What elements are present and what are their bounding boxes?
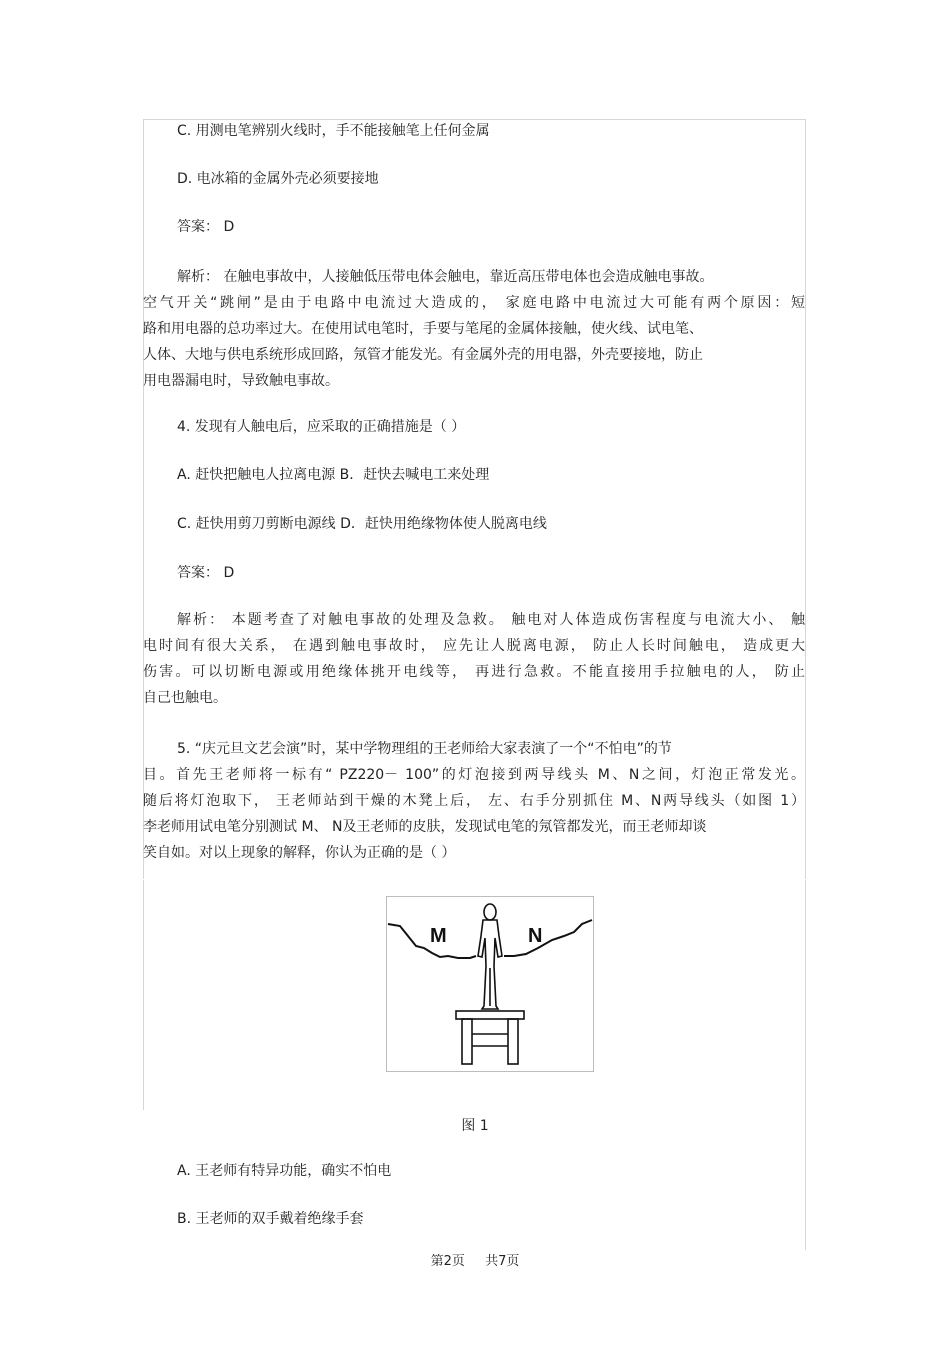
q4-analysis-line: 解析： 本题考查了对触电事故的处理及急救。 触电对人体造成伤害程度与电流大小、 触: [177, 612, 805, 628]
stool: [456, 1011, 524, 1064]
wire-n: [504, 920, 592, 956]
q3-option-c: C. 用测电笔辨别火线时，手不能接触笔上任何金属: [177, 123, 490, 139]
q5-option-a: A. 王老师有特异功能，确实不怕电: [177, 1163, 392, 1179]
q4-analysis-line: 电时间有很大关系， 在遇到触电事故时， 应先让人脱离电源， 防止人长时间触电， 造成更大: [143, 638, 805, 654]
page-total: 共7页: [485, 1254, 520, 1269]
q4-analysis-line: 自己也触电。: [143, 690, 227, 706]
figure-caption: 图 1: [461, 1118, 489, 1134]
q5-stem-line: 5. “庆元旦文艺会演”时，某中学物理组的王老师给大家表演了一个“不怕电”的节: [177, 741, 672, 757]
q3-analysis-line: 解析： 在触电事故中，人接触低压带电体会触电，靠近高压带电体也会造成触电事故。: [177, 269, 714, 285]
q3-analysis-line: 空气开关“跳闸”是由于电路中电流过大造成的， 家庭电路中电流过大可能有两个原因：短: [143, 295, 805, 311]
q5-stem-line: 李老师用试电笔分别测试 M、 N及王老师的皮肤，发现试电笔的氖管都发光，而王老师却谈: [143, 819, 707, 835]
frame-top-line: [143, 119, 806, 120]
q4-options-ab: A. 赶快把触电人拉离电源 B．赶快去喊电工来处理: [177, 467, 490, 483]
frame-right-line-lower: [805, 880, 806, 1250]
q4-options-cd: C. 赶快用剪刀剪断电源线 D．赶快用绝缘物体使人脱离电线: [177, 516, 547, 532]
q5-stem-line: 笑自如。对以上现象的解释，你认为正确的是（ ）: [143, 845, 456, 861]
frame-right-line-upper: [805, 119, 806, 879]
q5-option-b: B. 王老师的双手戴着绝缘手套: [177, 1211, 364, 1227]
figure-label-m: M: [430, 925, 447, 947]
q3-option-d: D. 电冰箱的金属外壳必须要接地: [177, 171, 379, 187]
q4-analysis: [143, 607, 805, 711]
page-number: 第2页: [430, 1254, 465, 1269]
frame-left-line-lower: [143, 880, 144, 1110]
q3-analysis: [143, 264, 805, 394]
q3-answer: 答案： D: [177, 219, 235, 235]
q4-answer: 答案： D: [177, 565, 235, 581]
q5-stem-line: 目。首先王老师将一标有“ PZ220－ 100”的灯泡接到两导线头 M、N之间，灯泡正常发光。: [143, 767, 805, 783]
q3-analysis-line: 路和用电器的总功率过大。在使用试电笔时，手要与笔尾的金属体接触，使火线、试电笔、: [143, 321, 703, 337]
q3-analysis-line: 用电器漏电时，导致触电事故。: [143, 373, 339, 389]
q5-stem: [143, 736, 805, 866]
person-figure: [478, 904, 502, 1009]
figure-person-on-stool: [386, 896, 594, 1072]
page-footer: [0, 1250, 950, 1269]
q5-stem-line: 随后将灯泡取下， 王老师站到干燥的木凳上后， 左、右手分别抓住 M、N两导线头（如图 1）: [143, 793, 805, 809]
q4-stem: 4. 发现有人触电后，应采取的正确措施是（ ）: [177, 419, 466, 435]
q4-analysis-line: 伤害。可以切断电源或用绝缘体挑开电线等， 再进行急救。不能直接用手拉触电的人， 防止: [143, 664, 805, 680]
figure-label-n: N: [528, 925, 543, 947]
q3-analysis-line: 人体、大地与供电系统形成回路，氖管才能发光。有金属外壳的用电器，外壳要接地，防止: [143, 347, 703, 363]
